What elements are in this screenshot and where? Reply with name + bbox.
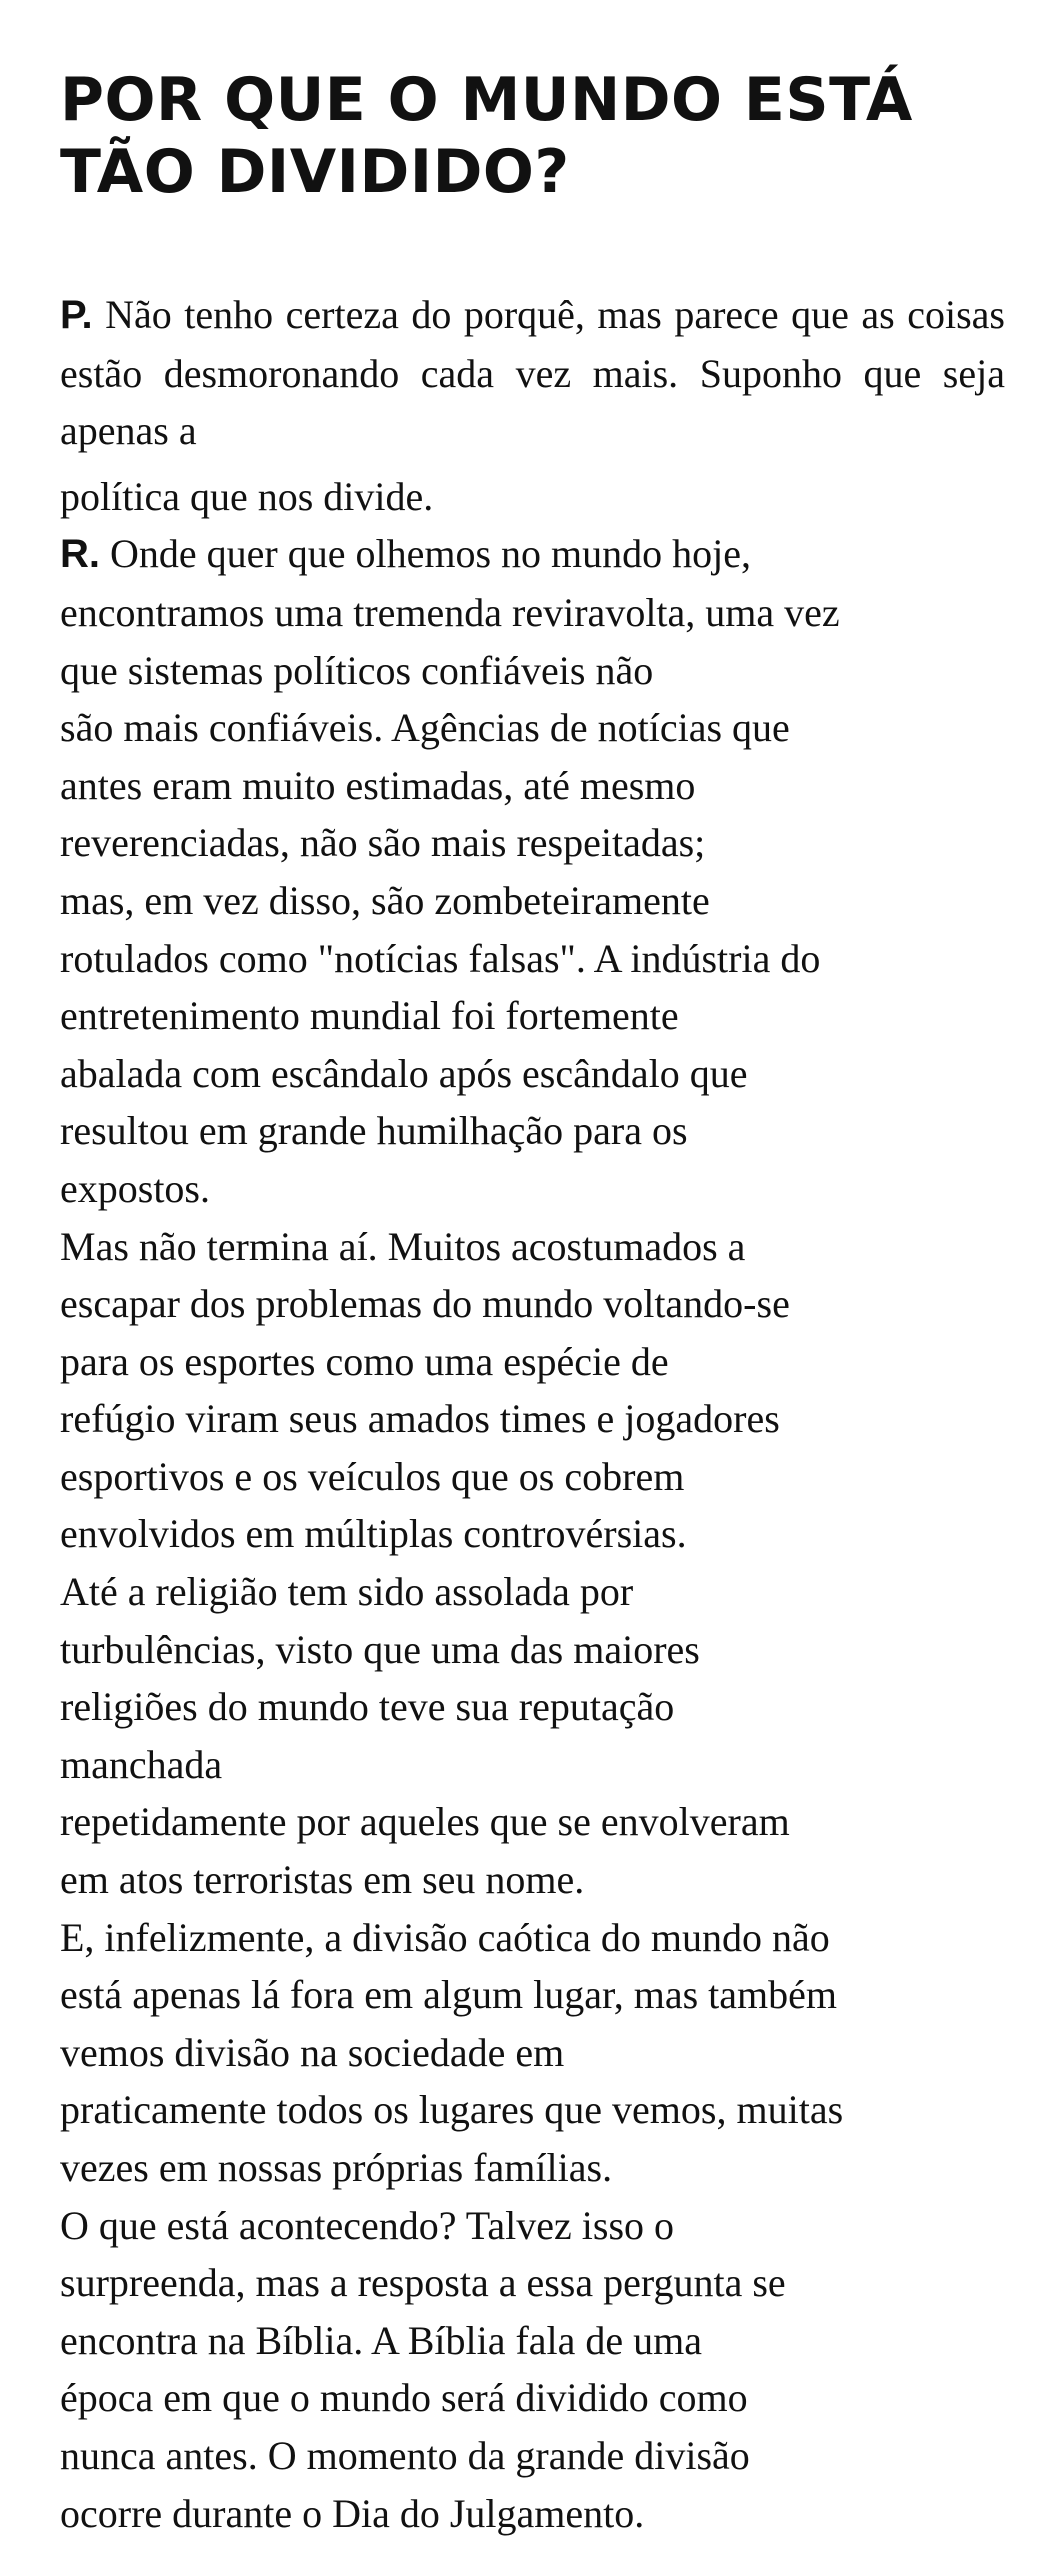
- answer-text-line: envolvidos em múltiplas controvérsias.: [60, 1511, 687, 1557]
- article-body: [60, 286, 1005, 2542]
- title-line: TÃO DIVIDIDO?: [60, 137, 570, 207]
- answer-text-line: expostos.: [60, 1165, 210, 1211]
- answer-text-line: rotulados como "notícias falsas". A indústria do: [60, 935, 821, 981]
- answer-text-line: surpreenda, mas a resposta a essa pergunta se: [60, 2260, 786, 2306]
- answer-text-line: encontramos uma tremenda reviravolta, uma vez: [60, 589, 840, 635]
- article: [60, 64, 1005, 2542]
- answer-text-line: entretenimento mundial foi fortemente: [60, 993, 679, 1039]
- page-title: [60, 64, 1005, 208]
- answer-text-line: encontra na Bíblia. A Bíblia fala de uma: [60, 2317, 703, 2363]
- answer-text-line: refúgio viram seus amados times e jogadores: [60, 1396, 780, 1442]
- question-text-line: política que nos divide.: [60, 473, 434, 519]
- answer-text-line: para os esportes como uma espécie de: [60, 1338, 669, 1384]
- answer-text-line: época em que o mundo será dividido como: [60, 2375, 748, 2421]
- answer-text-line: vezes em nossas próprias famílias.: [60, 2145, 613, 2190]
- answer-text-line: Onde quer que olhemos no mundo hoje,: [110, 531, 751, 577]
- answer-text-line: resultou em grande humilhação para os: [60, 1108, 688, 1154]
- answer-marker: R.: [60, 532, 100, 577]
- answer-text-line: O que está acontecendo? Talvez isso o: [60, 2202, 675, 2248]
- answer-text-line: praticamente todos os lugares que vemos, muitas: [60, 2087, 844, 2133]
- answer-text-line: escapar dos problemas do mundo voltando-se: [60, 1281, 790, 1327]
- answer-text-line: nunca antes. O momento da grande divisão: [60, 2432, 750, 2478]
- title-line: POR QUE O MUNDO ESTÁ: [60, 65, 913, 135]
- answer-text-line: E, infelizmente, a divisão caótica do mundo não: [60, 1914, 830, 1960]
- answer-text-line: que sistemas políticos confiáveis não: [60, 647, 654, 693]
- question-paragraph: [60, 286, 1005, 460]
- answer-text-line: vemos divisão na sociedade em: [60, 2029, 565, 2075]
- answer-text-line: repetidamente por aqueles que se envolveram: [60, 1799, 790, 1845]
- answer-text-line: antes eram muito estimadas, até mesmo: [60, 762, 696, 808]
- answer-text-line: manchada: [60, 1741, 223, 1787]
- answer-text-line: está apenas lá fora em algum lugar, mas também: [60, 1972, 837, 2018]
- question-marker: P.: [60, 293, 93, 337]
- answer-text-line: Até a religião tem sido assolada por: [60, 1569, 634, 1615]
- answer-text-line: reverenciadas, não são mais respeitadas;: [60, 820, 706, 866]
- answer-text-line: esportivos e os veículos que os cobrem: [60, 1453, 685, 1499]
- answer-text-line: são mais confiáveis. Agências de notícias que: [60, 705, 790, 751]
- answer-text-line: ocorre durante o Dia do Julgamento.: [60, 2490, 645, 2536]
- answer-text-line: abalada com escândalo após escândalo que: [60, 1050, 748, 1096]
- question-text: Não tenho certeza do porquê, mas parece que as coisas estão desmoronando cada vez mais. Suponho que seja apenas a: [60, 292, 1005, 454]
- answer-text-line: Mas não termina aí. Muitos acostumados a: [60, 1223, 746, 1269]
- answer-text-line: turbulências, visto que uma das maiores: [60, 1626, 700, 1672]
- answer-text-line: mas, em vez disso, são zombeteiramente: [60, 877, 710, 923]
- answer-text-line: religiões do mundo teve sua reputação: [60, 1684, 675, 1730]
- answer-text-line: em atos terroristas em seu nome.: [60, 1857, 585, 1903]
- answer-first-line: [60, 525, 1005, 584]
